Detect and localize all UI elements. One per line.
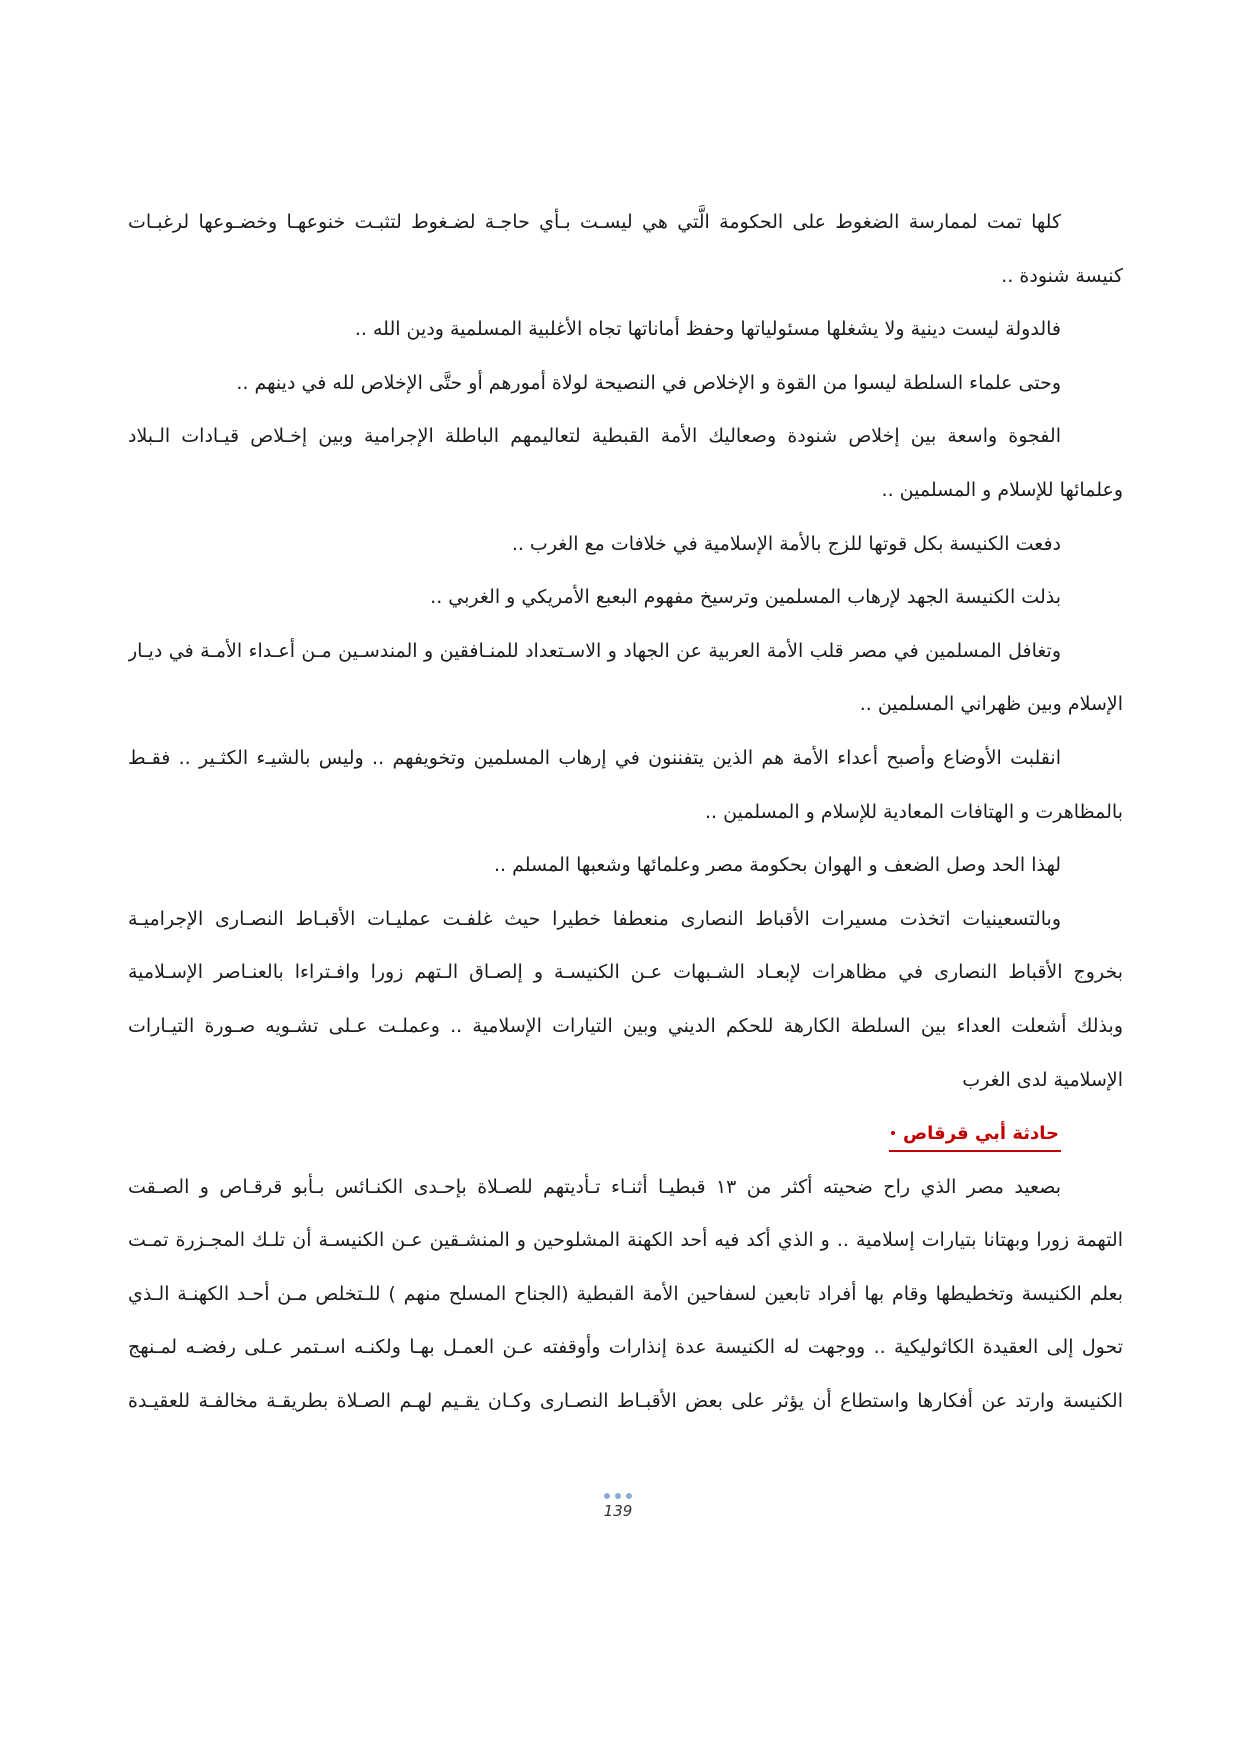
text-line: كلها تمت لممارسة الضغوط على الحكومة الَّتي هي ليسـت بـأي حاجـة لضـغوط لتثبـت خنوعهـا وخضـوعها لرغبـات bbox=[128, 211, 1061, 233]
paragraph bbox=[128, 518, 1123, 572]
text-line: الفجوة واسعة بين إخلاص شنودة وصعاليك الأمة القبطية لتعاليمهم الباطلة الإجرامية وبين إخـلاص قيـادات الـبلاد bbox=[128, 425, 1061, 448]
paragraph bbox=[128, 196, 1123, 303]
text-line: بالمظاهرت و الهتافات المعادية للإسلام و المسلمين .. bbox=[705, 800, 1123, 823]
paragraph bbox=[128, 357, 1123, 411]
dot-icon bbox=[615, 1493, 621, 1499]
text-line: وعلمائها للإسلام و المسلمين .. bbox=[881, 478, 1123, 501]
paragraph bbox=[128, 625, 1123, 732]
text-line: بخروج الأقباط النصارى في مظاهرات لإبعـاد الشـبهات عـن الكنيسـة و إلصـاق الـتهم زورا وافـتراءا بالعنـاصر الإسـلامية bbox=[128, 961, 1123, 984]
text-line: الإسلام وبين ظهراني المسلمين .. bbox=[859, 693, 1123, 716]
paragraph bbox=[128, 410, 1123, 517]
paragraph bbox=[128, 732, 1123, 839]
bullet-dot-icon bbox=[891, 1131, 895, 1135]
text-line: انقلبت الأوضاع وأصبح أعداء الأمة هم الذين يتفننون في إرهاب المسلمين وتخويفهم .. وليس بالشيـء الكثـير .. فقـط bbox=[128, 746, 1061, 769]
text-line: الكنيسة وارتد عن أفكارها واستطاع أن يؤثر على بعض الأقبـاط النصـارى وكـان يقـيم لهـم الصـلاة بطريقـة مخالفـة للعقيـدة bbox=[128, 1390, 1123, 1413]
paragraph bbox=[128, 1161, 1123, 1429]
text-line: بصعيد مصر الذي راح ضحيته أكثر من ١٣ قبطيـا أثنـاء تـأديتهم للصـلاة بإحـدى الكنـائس بـأبو قرقـاص و الصـقت bbox=[128, 1175, 1061, 1198]
page-body bbox=[128, 196, 1123, 1429]
paragraph bbox=[128, 893, 1123, 1107]
text-line: بذلت الكنيسة الجهد لإرهاب المسلمين وترسيخ مفهوم البعبع الأمريكي و الغربي .. bbox=[430, 586, 1061, 609]
paragraph bbox=[128, 839, 1123, 893]
page-number: 139 bbox=[603, 1502, 633, 1520]
text-line: الإسلامية لدى الغرب bbox=[962, 1068, 1123, 1091]
text-line: وبالتسعينيات اتخذت مسيرات الأقباط النصارى منعطفا خطيرا حيث غلفـت عمليـات الأقبـاط النصـارى الإجراميـة bbox=[128, 907, 1061, 930]
dot-icon bbox=[626, 1493, 632, 1499]
text-line: تحول إلى العقيدة الكاثوليكية .. ووجهت له الكنيسة عدة إنذارات وأوقفته عـن العمـل بهـا ولكنـه اسـتمر عـلى رفضـه لمـنهج bbox=[128, 1336, 1123, 1359]
text-line: فالدولة ليست دينية ولا يشغلها مسئولياتها وحفظ أماناتها تجاه الأغلبية المسلمية ودين الله .. bbox=[354, 318, 1061, 341]
page-ornament-dots-icon bbox=[604, 1493, 632, 1499]
paragraph bbox=[128, 303, 1123, 357]
text-line: وبذلك أشعلت العداء بين السلطة الكارهة للحكم الديني وبين التيارات الإسلامية .. وعملـت عـلى تشـويه صـورة التيـارات bbox=[128, 1014, 1123, 1037]
section-heading bbox=[889, 1119, 1061, 1152]
paragraph bbox=[128, 571, 1123, 625]
text-line: بعلم الكنيسة وتخطيطها وقام بها أفراد تابعين لسفاحين الأمة القبطية (الجناح المسلح منهم ) للـتخلص مـن أحـد الكهنـة الـذي bbox=[128, 1282, 1123, 1305]
section-heading-text: حادثة أبي قرقاص bbox=[902, 1123, 1059, 1145]
text-line: دفعت الكنيسة بكل قوتها للزج بالأمة الإسلامية في خلافات مع الغرب .. bbox=[511, 532, 1061, 555]
section-heading-row bbox=[128, 1107, 1123, 1161]
text-line: كنيسة شنودة .. bbox=[1001, 264, 1123, 287]
text-line: وحتى علماء السلطة ليسوا من القوة و الإخلاص في النصيحة لولاة أمورهم أو حتَّى الإخلاص لله في دينهم .. bbox=[236, 371, 1061, 394]
dot-icon bbox=[604, 1493, 610, 1499]
text-line: التهمة زورا وبهتانا بتيارات إسلامية .. و الذي أكد فيه أحد الكهنة المشلوحين و المنشـقين عـن الكنيسـة أن تلـك المجـزرة تمـت bbox=[128, 1229, 1123, 1252]
text-line: لهذا الحد وصل الضعف و الهوان بحكومة مصر وعلمائها وشعبها المسلم .. bbox=[494, 854, 1061, 877]
text-line: وتغافل المسلمين في مصر قلب الأمة العربية عن الجهاد و الاسـتعداد للمنـافقين و المندسـين مـن أعـداء الأمـة في ديـار bbox=[128, 639, 1061, 662]
